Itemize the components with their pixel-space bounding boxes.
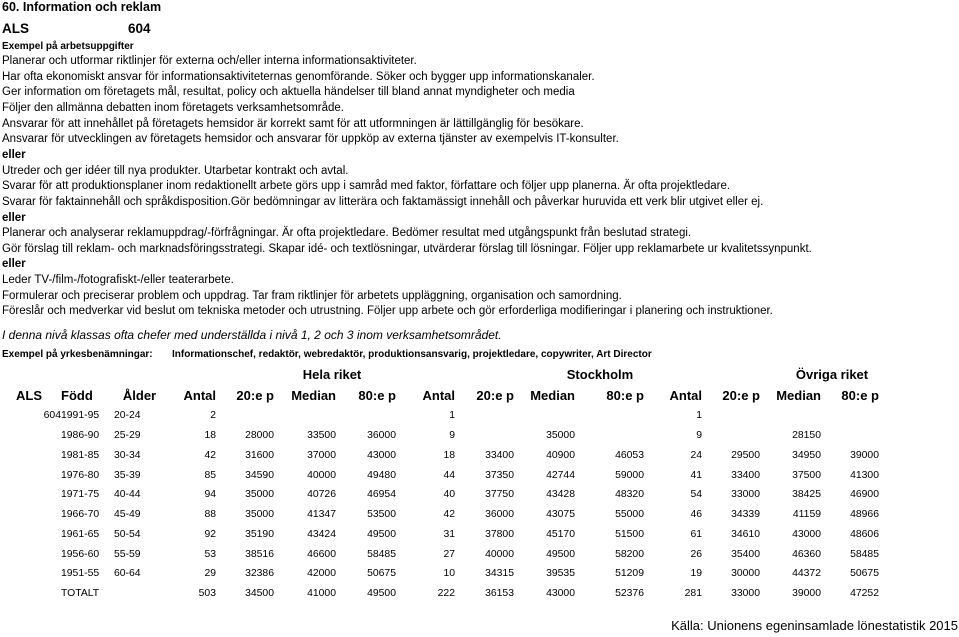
table-cell: 46954 (367, 489, 396, 501)
table-cell: 34339 (731, 509, 760, 521)
table-row (16, 406, 879, 426)
table-cell: 47252 (850, 588, 879, 600)
salary-table (16, 385, 879, 604)
job-titles-value: Informationschef, redaktör, webredaktör, produktionsansvarig, projektledare, copywriter, Art Director (172, 349, 652, 360)
example-line: Svarar för att produktionsplaner inom redaktionellt arbete görs upp i samråd med faktor, författare och följer upp planerna. Är ofta projektledare. (2, 180, 731, 193)
column-header: 20:e p (476, 388, 514, 403)
example-line: Ger information om företagets mål, resultat, policy och aktuella händelser till bland annat myndigheter och media (2, 86, 575, 99)
table-row (16, 564, 879, 584)
table-cell (455, 406, 514, 426)
table-row (16, 446, 879, 466)
column-header: 80:e p (841, 388, 879, 403)
table-cell: 37350 (485, 469, 514, 481)
table-cell: 45-49 (114, 509, 141, 521)
level-note: I denna nivå klassas ofta chefer med underställda i nivå 1, 2 och 3 inom verksamhetsområdet. (2, 328, 502, 342)
table-cell (455, 426, 514, 446)
table-cell: 1961-65 (61, 528, 100, 540)
table-row (16, 544, 879, 564)
table-cell: 33000 (731, 588, 760, 600)
table-cell: 29500 (731, 449, 760, 461)
table-cell: 35000 (245, 509, 274, 521)
example-line: Har ofta ekonomiskt ansvar för informationsaktiviteternas genomförande. Söker och bygger upp informationskanaler. (2, 70, 595, 83)
table-cell: 40-44 (114, 489, 141, 501)
table-cell: 1956-60 (61, 548, 100, 560)
table-cell: 31 (443, 528, 455, 540)
example-line: Ansvarar för att innehållet på företagets hemsidor är korrekt samt för att utformningen är lättillgänglig för besökare. (2, 117, 584, 130)
table-cell: 40900 (546, 449, 575, 461)
table-cell: 48606 (850, 528, 879, 540)
table-cell: TOTALT (61, 588, 100, 600)
example-line: Följer den allmänna debatten inom företagets verksamhetsområde. (2, 101, 344, 114)
column-header: Antal (669, 388, 702, 403)
table-cell: 40000 (307, 469, 336, 481)
column-header: Median (776, 388, 821, 403)
table-cell (16, 485, 61, 505)
group-ovriga-riket: Övriga riket (795, 367, 869, 382)
table-cell: 604 (43, 410, 61, 422)
table-cell: 88 (204, 509, 216, 521)
table-cell: 41159 (792, 509, 821, 521)
example-line: Ansvarar för utvecklingen av företagets hemsidor och ansvarar för uppköp av externa tjänster av exempelvis IT-konsulter. (2, 133, 619, 146)
column-header: 20:e p (722, 388, 760, 403)
table-cell: 26 (690, 548, 702, 560)
table-cell (114, 584, 165, 604)
header-row (16, 385, 879, 406)
table-cell (16, 564, 61, 584)
als-label: ALS (2, 21, 29, 36)
table-cell (16, 544, 61, 564)
table-cell: 40726 (307, 489, 336, 501)
table-cell: 55000 (615, 509, 644, 521)
table-cell: 55-59 (114, 548, 141, 560)
table-cell (216, 406, 274, 426)
table-cell: 46360 (792, 548, 821, 560)
table-cell: 49500 (546, 548, 575, 560)
table-cell: 85 (204, 469, 216, 481)
table-cell (16, 446, 61, 466)
table-cell: 30000 (731, 568, 760, 580)
table-cell: 60-64 (114, 568, 141, 580)
table-cell: 222 (437, 588, 455, 600)
table-cell: 9 (449, 430, 455, 442)
example-line: Planerar och utformar riktlinjer för externa och/eller interna informationsaktiviteter. (2, 55, 417, 67)
table-cell: 41 (690, 469, 702, 481)
separator-eller: eller (2, 211, 26, 224)
table-cell: 281 (684, 588, 702, 600)
separator-eller: eller (2, 258, 26, 271)
table-cell: 46900 (850, 489, 879, 501)
table-cell: 46 (690, 509, 702, 521)
table-cell: 50-54 (114, 528, 141, 540)
table-cell: 45170 (546, 528, 575, 540)
table-cell (16, 505, 61, 525)
table-cell (16, 465, 61, 485)
example-line: Planerar och analyserar reklamuppdrag/-förfrågningar. Är ofta projektledare. Bedömer resultat med utgångspunkt från beslutad strategi. (2, 227, 692, 240)
table-cell: 33400 (731, 469, 760, 481)
table-cell: 51209 (615, 568, 644, 580)
table-cell: 19 (690, 568, 702, 580)
table-cell: 94 (204, 489, 216, 501)
table-cell: 43000 (546, 588, 575, 600)
table-cell: 35000 (546, 430, 575, 442)
table-cell: 42 (204, 449, 216, 461)
table-cell: 38516 (245, 548, 274, 560)
group-stockholm: Stockholm (566, 367, 634, 382)
example-line: Formulerar och preciserar problem och uppdrag. Tar fram riktlinjer för arbetets uppläggning, organisation och samordning. (2, 289, 622, 302)
table-row (16, 525, 879, 545)
table-cell: 41300 (850, 469, 879, 481)
example-line: Gör förslag till reklam- och marknadsföringsstrategi. Skapar idé- och textlösningar, utvärderar förslag till lösningar. Följer upp reklamarbete ur kvalitetssynpunkt. (2, 242, 812, 255)
table-cell (760, 406, 821, 426)
table-cell: 43075 (546, 509, 575, 521)
column-header: Född (61, 388, 93, 403)
table-cell: 2 (210, 410, 216, 422)
table-cell: 1991-95 (61, 410, 100, 422)
table-cell (514, 406, 575, 426)
table-cell: 37750 (485, 489, 514, 501)
table-cell: 41347 (307, 509, 336, 521)
table-cell (16, 525, 61, 545)
table-cell: 43000 (367, 449, 396, 461)
table-cell: 61 (690, 528, 702, 540)
table-cell: 36000 (367, 430, 396, 442)
column-header: Median (291, 388, 336, 403)
table-cell: 44372 (792, 568, 821, 580)
table-cell: 34610 (731, 528, 760, 540)
table-cell: 37500 (792, 469, 821, 481)
table-cell: 42000 (307, 568, 336, 580)
table-cell: 39535 (546, 568, 575, 580)
table-cell (16, 584, 61, 604)
table-cell: 34950 (792, 449, 821, 461)
table-cell: 35190 (245, 528, 274, 540)
table-cell: 9 (696, 430, 702, 442)
source-note: Källa: Unionens egeninsamlade lönestatistik 2015 (671, 618, 958, 633)
table-cell: 1 (449, 410, 455, 422)
table-row (16, 505, 879, 525)
job-titles-label: Exempel på yrkesbenämningar: (2, 349, 153, 360)
column-header: Antal (183, 388, 216, 403)
table-cell: 58200 (615, 548, 644, 560)
column-header: Antal (422, 388, 455, 403)
table-cell: 42 (443, 509, 455, 521)
table-cell: 48320 (615, 489, 644, 501)
table-cell (702, 406, 760, 426)
table-cell (16, 426, 61, 446)
table-cell: 38425 (792, 489, 821, 501)
table-cell: 49500 (367, 588, 396, 600)
table-cell: 34315 (485, 568, 514, 580)
table-cell (702, 426, 760, 446)
column-header: 80:e p (606, 388, 644, 403)
table-cell: 59000 (615, 469, 644, 481)
table-cell: 53 (204, 548, 216, 560)
table-cell: 1 (696, 410, 702, 422)
table-cell: 35-39 (114, 469, 141, 481)
separator-eller: eller (2, 148, 26, 161)
table-cell: 1951-55 (61, 568, 100, 580)
table-cell: 36153 (485, 588, 514, 600)
table-cell: 41000 (307, 588, 336, 600)
column-header: 20:e p (236, 388, 274, 403)
table-cell: 31600 (245, 449, 274, 461)
table-cell: 40000 (485, 548, 514, 560)
table-cell: 46053 (615, 449, 644, 461)
table-cell: 54 (690, 489, 702, 501)
table-cell: 35000 (245, 489, 274, 501)
table-cell: 25-29 (114, 430, 141, 442)
table-cell (575, 406, 644, 426)
example-line: Leder TV-/film-/fotografiskt-/eller teaterarbete. (2, 274, 234, 287)
table-cell: 20-24 (114, 410, 141, 422)
table-cell: 53500 (367, 509, 396, 521)
table-cell: 39000 (850, 449, 879, 461)
table-cell: 34590 (245, 469, 274, 481)
table-cell: 43000 (792, 528, 821, 540)
table-cell (821, 406, 879, 426)
table-cell: 33000 (731, 489, 760, 501)
section-title: 60. Information och reklam (2, 0, 162, 14)
table-cell: 30-34 (114, 449, 141, 461)
als-code: 604 (128, 21, 151, 36)
table-cell: 37000 (307, 449, 336, 461)
table-row (16, 465, 879, 485)
table-cell: 1981-85 (61, 449, 100, 461)
table-cell: 18 (443, 449, 455, 461)
table-cell: 35400 (731, 548, 760, 560)
column-header: Ålder (122, 388, 157, 403)
table-cell (274, 406, 336, 426)
table-cell: 51500 (615, 528, 644, 540)
table-cell: 50675 (850, 568, 879, 580)
table-cell: 1971-75 (61, 489, 100, 501)
table-cell: 40 (443, 489, 455, 501)
table-cell: 39000 (792, 588, 821, 600)
table-cell (821, 426, 879, 446)
table-cell: 27 (443, 548, 455, 560)
table-cell: 18 (204, 430, 216, 442)
table-row (16, 584, 879, 604)
table-row (16, 485, 879, 505)
column-header: ALS (16, 388, 42, 403)
table-cell: 29 (204, 568, 216, 580)
table-cell: 28000 (245, 430, 274, 442)
table-cell: 503 (198, 588, 216, 600)
table-cell: 92 (204, 528, 216, 540)
table-row (16, 426, 879, 446)
table-cell: 44 (443, 469, 455, 481)
group-hela-riket: Hela riket (302, 367, 362, 382)
table-cell: 28150 (792, 430, 821, 442)
table-cell: 1966-70 (61, 509, 100, 521)
table-cell: 43428 (546, 489, 575, 501)
table-cell: 42744 (546, 469, 575, 481)
table-cell: 24 (690, 449, 702, 461)
table-cell: 43424 (307, 528, 336, 540)
table-cell: 50675 (367, 568, 396, 580)
table-cell: 33400 (485, 449, 514, 461)
table-cell: 33500 (307, 430, 336, 442)
table-cell: 37800 (485, 528, 514, 540)
example-line: Utreder och ger idéer till nya produkter. Utarbetar kontrakt och avtal. (2, 164, 349, 177)
example-line: Föreslår och medverkar vid beslut om tekniska metoder och utrustning. Följer upp arbete och gör erforderliga modifieringar i planering och instruktioner. (2, 305, 773, 318)
table-cell: 58485 (850, 548, 879, 560)
table-cell: 1976-80 (61, 469, 100, 481)
table-cell: 49500 (367, 528, 396, 540)
table-cell: 52376 (615, 588, 644, 600)
table-cell: 10 (443, 568, 455, 580)
table-cell: 58485 (367, 548, 396, 560)
column-header: Median (530, 388, 575, 403)
table-cell: 34500 (245, 588, 274, 600)
table-cell: 32386 (245, 568, 274, 580)
example-line: Svarar för faktainnehåll och språkdisposition.Gör bedömningar av litterära och faktamässigt innehåll och påverkar huruvida ett verk blir utgivet eller ej. (2, 195, 764, 208)
table-cell: 36000 (485, 509, 514, 521)
table-cell: 46600 (307, 548, 336, 560)
table-cell: 1986-90 (61, 430, 100, 442)
table-cell (336, 406, 396, 426)
column-header: 80:e p (358, 388, 396, 403)
table-cell: 49480 (367, 469, 396, 481)
examples-heading: Exempel på arbetsuppgifter (2, 41, 134, 52)
table-cell (575, 426, 644, 446)
table-cell: 48966 (850, 509, 879, 521)
